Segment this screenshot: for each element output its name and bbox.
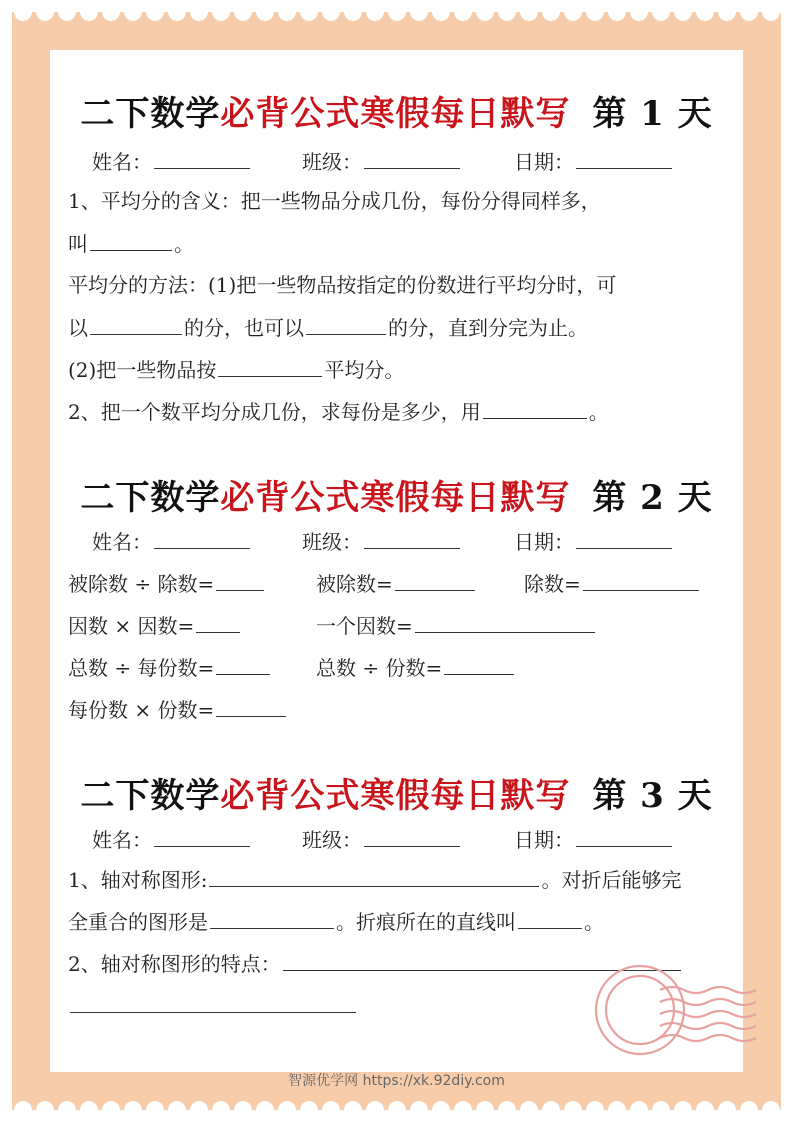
formula-1 [68, 570, 266, 597]
class-label: 班级： [302, 828, 362, 852]
date-label: 日期： [514, 828, 574, 852]
day1-line4 [68, 314, 588, 341]
title-black: 二下数学 [80, 776, 221, 816]
answer-blank[interactable] [90, 230, 172, 251]
text: 被除数= [316, 572, 393, 596]
date-blank[interactable] [576, 826, 672, 847]
text: 除数= [524, 572, 581, 596]
text: 因数 × 因数= [68, 614, 195, 638]
text: (2)把一些物品按 [68, 358, 217, 382]
title-black: 二下数学 [80, 478, 221, 518]
day1-title [0, 86, 793, 135]
date-label: 日期： [514, 530, 574, 554]
answer-blank[interactable] [218, 356, 322, 377]
title-day: 第 2 天 [592, 478, 713, 518]
text: 总数 ÷ 份数= [316, 656, 443, 680]
text: 总数 ÷ 每份数= [68, 656, 215, 680]
name-blank[interactable] [154, 826, 250, 847]
answer-blank[interactable] [70, 992, 356, 1013]
day2-title [0, 470, 793, 519]
text: 的分，直到分完为止。 [388, 316, 588, 340]
formula-6 [68, 654, 272, 681]
date-blank[interactable] [576, 528, 672, 549]
title-day: 第 3 天 [592, 776, 713, 816]
text: 2、轴对称图形的特点： [68, 952, 281, 976]
name-label: 姓名： [92, 530, 152, 554]
date-blank[interactable] [576, 148, 672, 169]
day3-line1 [68, 866, 681, 893]
footer-watermark: 智源优学网 https://xk.92diy.com [288, 1073, 505, 1089]
text: 一个因数= [316, 614, 413, 638]
answer-blank[interactable] [216, 696, 286, 717]
class-label: 班级： [302, 530, 362, 554]
answer-blank[interactable] [415, 612, 595, 633]
day3-name-row [92, 826, 252, 853]
answer-blank[interactable] [196, 612, 240, 633]
date-label: 日期： [514, 150, 574, 174]
title-red: 必背公式寒假每日默写 [220, 776, 571, 816]
day2-date-row [514, 528, 674, 555]
text: 。 [174, 232, 194, 256]
day3-title [0, 768, 793, 817]
answer-blank[interactable] [90, 314, 182, 335]
text: 。对折后能够完 [541, 868, 682, 892]
title-red: 必背公式寒假每日默写 [220, 478, 571, 518]
text: 。折痕所在的直线叫 [336, 910, 516, 934]
day1-date-row [514, 148, 674, 175]
class-blank[interactable] [364, 148, 460, 169]
day3-date-row [514, 826, 674, 853]
answer-blank[interactable] [209, 866, 539, 887]
formula-4 [68, 612, 242, 639]
day3-line2 [68, 908, 604, 935]
text: 平均分。 [324, 358, 405, 382]
text: 的分，也可以 [184, 316, 304, 340]
answer-blank[interactable] [583, 570, 699, 591]
text: 被除数 ÷ 除数= [68, 572, 215, 596]
day1-class-row [302, 148, 462, 175]
formula-2 [316, 570, 477, 597]
text: 每份数 × 份数= [68, 698, 215, 722]
answer-blank[interactable] [306, 314, 386, 335]
class-blank[interactable] [364, 528, 460, 549]
answer-blank[interactable] [210, 908, 334, 929]
day2-name-row [92, 528, 252, 555]
day1-name-row [92, 148, 252, 175]
day3-line4 [68, 992, 358, 1019]
title-black: 二下数学 [80, 94, 221, 134]
text: 1、轴对称图形: [68, 868, 208, 892]
day1-line3: 平均分的方法：(1)把一些物品按指定的份数进行平均分时，可 [68, 273, 617, 297]
text: 叫 [68, 232, 88, 256]
answer-blank[interactable] [216, 654, 270, 675]
formula-7 [316, 654, 516, 681]
answer-blank[interactable] [216, 570, 264, 591]
answer-blank[interactable] [444, 654, 514, 675]
answer-blank[interactable] [395, 570, 475, 591]
formula-3 [524, 570, 701, 597]
name-label: 姓名： [92, 150, 152, 174]
name-label: 姓名： [92, 828, 152, 852]
name-blank[interactable] [154, 528, 250, 549]
day2-class-row [302, 528, 462, 555]
title-red: 必背公式寒假每日默写 [220, 94, 571, 134]
day1-line1: 1、平均分的含义：把一些物品分成几份，每份分得同样多， [68, 189, 601, 213]
formula-8 [68, 696, 288, 723]
class-blank[interactable] [364, 826, 460, 847]
text: 以 [68, 316, 88, 340]
day3-class-row [302, 826, 462, 853]
day1-line5 [68, 356, 404, 383]
text: 2、把一个数平均分成几份，求每份是多少，用 [68, 400, 481, 424]
day1-line6 [68, 398, 609, 425]
answer-blank[interactable] [518, 908, 582, 929]
formula-5 [316, 612, 597, 639]
class-label: 班级： [302, 150, 362, 174]
day1-line2 [68, 230, 194, 257]
postmark-icon [590, 960, 770, 1070]
name-blank[interactable] [154, 148, 250, 169]
text: 。 [584, 910, 604, 934]
title-day: 第 1 天 [592, 94, 713, 134]
text: 全重合的图形是 [68, 910, 208, 934]
text: 。 [588, 400, 609, 424]
answer-blank[interactable] [483, 398, 587, 419]
